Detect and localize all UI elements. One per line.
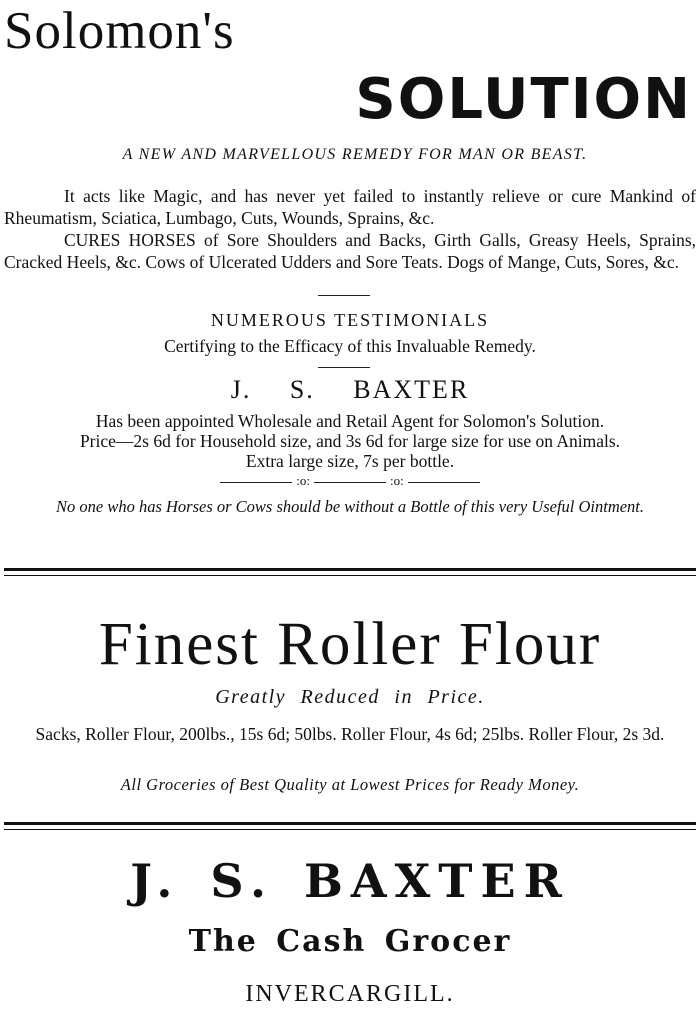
- footer-town: INVERCARGILL.: [245, 981, 455, 1007]
- section-separator: [4, 822, 696, 825]
- testimonials-heading: NUMEROUS TESTIMONIALS: [210, 310, 490, 330]
- footer-name: J. S. BAXTER: [130, 854, 570, 908]
- ornament-dash: [408, 482, 480, 483]
- price-line: Price—2s 6d for Household size, and 3s 6d for large size for use on Animals.: [79, 431, 621, 451]
- ad-paragraph-cures: CURES HORSES of Sore Shoulders and Backs, Girth Galls, Greasy Heels, Sprains, Cracked Heels, &c. Cows of Ulcerated Udders and Sore Teats. Dogs of Mange, Cuts, Sores, &c.: [4, 230, 696, 272]
- ornament-divider: [0, 473, 700, 489]
- flour-subtitle: Greatly Reduced in Price.: [215, 686, 485, 708]
- ad-title-solomons: Solomon's: [4, 2, 235, 60]
- ornament-dash: [314, 482, 386, 483]
- section-separator-thin: [4, 575, 696, 576]
- ad-title-solution: SOLUTION: [355, 67, 692, 132]
- ad-tagline: A NEW AND MARVELLOUS REMEDY FOR MAN OR BEAST.: [122, 146, 588, 163]
- agent-details: [2, 411, 698, 471]
- closing-note: No one who has Horses or Cows should be without a Bottle of this very Useful Ointment.: [55, 497, 645, 516]
- groceries-line: All Groceries of Best Quality at Lowest Prices for Ready Money.: [120, 775, 580, 794]
- agent-line: Has been appointed Wholesale and Retail Agent for Solomon's Solution.: [95, 411, 605, 431]
- certifying-line: Certifying to the Efficacy of this Invaluable Remedy.: [164, 336, 536, 356]
- ornament-dash: [220, 482, 292, 483]
- ornament-mark: :o:: [390, 473, 404, 488]
- flour-prices: Sacks, Roller Flour, 200lbs., 15s 6d; 50lbs. Roller Flour, 4s 6d; 25lbs. Roller Flour, 2s 3d.: [35, 724, 665, 744]
- short-divider: [318, 295, 370, 296]
- ornament-mark: :o:: [296, 473, 310, 488]
- footer-tagline: The Cash Grocer: [188, 924, 512, 959]
- section-separator: [4, 568, 696, 571]
- extra-size-line: Extra large size, 7s per bottle.: [245, 451, 455, 471]
- section-separator-thin: [4, 829, 696, 830]
- agent-name: J. S. BAXTER: [230, 375, 470, 404]
- ad-body: [4, 185, 696, 273]
- flour-title: Finest Roller Flour: [98, 611, 602, 678]
- ad-paragraph-relief: It acts like Magic, and has never yet failed to instantly relieve or cure Mankind of Rheumatism, Sciatica, Lumbago, Cuts, Wounds, Sprains, &c.: [4, 186, 696, 228]
- short-divider: [318, 367, 370, 368]
